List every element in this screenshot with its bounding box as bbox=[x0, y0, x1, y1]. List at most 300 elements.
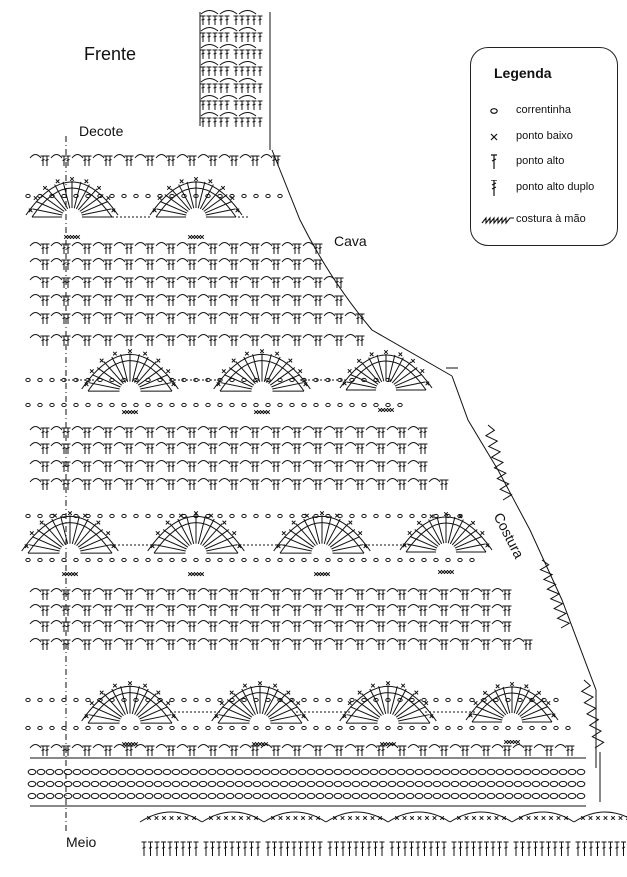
foundation-chain bbox=[163, 793, 171, 798]
stitch-mark bbox=[465, 622, 470, 632]
chain-arc bbox=[156, 155, 167, 159]
stitch-mark bbox=[219, 16, 224, 25]
stitch-mark bbox=[525, 684, 529, 688]
chain-dot bbox=[422, 514, 426, 517]
stitch-mark bbox=[402, 444, 407, 454]
stitch-mark bbox=[276, 336, 281, 346]
center-label: Meio bbox=[66, 834, 97, 850]
stitch-mark bbox=[194, 177, 198, 181]
stitch-mark bbox=[386, 681, 390, 685]
stitch-mark bbox=[272, 480, 277, 490]
stitch-mark bbox=[234, 336, 239, 346]
stitch-mark bbox=[201, 67, 206, 76]
chain-arc bbox=[177, 443, 188, 447]
chain-arc bbox=[30, 589, 41, 593]
stitch-mark bbox=[318, 590, 323, 600]
chain-arc bbox=[30, 335, 41, 339]
stitch-mark bbox=[398, 622, 403, 632]
stitch-mark bbox=[209, 428, 214, 438]
stitch-mark bbox=[251, 296, 256, 306]
chain-dot bbox=[374, 403, 378, 406]
stitch-mark bbox=[465, 606, 470, 616]
stitch-mark bbox=[246, 67, 251, 76]
foundation-chain bbox=[289, 769, 297, 774]
stitch-mark bbox=[150, 244, 155, 254]
foundation-chain bbox=[154, 793, 162, 798]
stitch-mark bbox=[507, 746, 512, 756]
stitch-mark bbox=[419, 428, 424, 438]
foundation-chain bbox=[568, 769, 576, 774]
stitch-mark bbox=[402, 462, 407, 472]
chain-arc bbox=[114, 427, 125, 431]
chain-arc bbox=[240, 745, 251, 749]
stitch-mark bbox=[258, 16, 263, 25]
chain-dot bbox=[122, 558, 126, 561]
stitch-mark bbox=[255, 296, 260, 306]
stitch-mark bbox=[157, 359, 161, 363]
chain-arc bbox=[471, 639, 482, 643]
chain-arc bbox=[282, 427, 293, 431]
chain-arc bbox=[198, 313, 209, 317]
chain-dot bbox=[230, 514, 234, 517]
stitch-mark bbox=[240, 84, 245, 93]
chain-arc bbox=[30, 277, 41, 281]
stitch-mark bbox=[293, 260, 298, 270]
chain-arc bbox=[198, 621, 209, 625]
stitch-mark bbox=[125, 260, 130, 270]
foundation-chain bbox=[514, 769, 522, 774]
stitch-mark bbox=[70, 177, 74, 181]
stitch-mark bbox=[85, 179, 89, 183]
foundation-chain bbox=[325, 781, 333, 786]
stitch-mark bbox=[465, 590, 470, 600]
stitch-mark bbox=[297, 244, 302, 254]
stitch-mark bbox=[209, 622, 214, 632]
foundation-chain bbox=[217, 793, 225, 798]
stitch-mark bbox=[297, 606, 302, 616]
chain-dot bbox=[410, 514, 414, 517]
legend-item-chain bbox=[480, 103, 616, 119]
chain-arc bbox=[282, 621, 293, 625]
stitch-mark bbox=[251, 260, 256, 270]
stitch-mark bbox=[347, 842, 352, 856]
chain-arc bbox=[135, 335, 146, 339]
stitch-mark bbox=[496, 684, 500, 688]
stitch-mark bbox=[43, 186, 47, 190]
stitch-mark bbox=[335, 296, 340, 306]
stitch-mark bbox=[234, 50, 239, 59]
foundation-chain bbox=[100, 793, 108, 798]
chain-arc bbox=[492, 605, 503, 609]
chain-dot bbox=[122, 194, 126, 197]
foundation-chain bbox=[199, 769, 207, 774]
stitch-mark bbox=[311, 842, 316, 856]
stitch-mark bbox=[230, 590, 235, 600]
chain-dot bbox=[74, 403, 78, 406]
stitch-mark bbox=[320, 511, 324, 515]
stitch-mark bbox=[225, 101, 230, 110]
stitch-mark bbox=[486, 590, 491, 600]
stitch-mark bbox=[87, 444, 92, 454]
chain-arc bbox=[72, 155, 83, 159]
foundation-chain bbox=[532, 781, 540, 786]
chain-arc bbox=[387, 479, 398, 483]
foundation-chain bbox=[298, 769, 306, 774]
stitch-mark bbox=[349, 521, 353, 525]
stitch-mark bbox=[171, 480, 176, 490]
stitch-mark bbox=[396, 842, 401, 856]
chain-arc bbox=[261, 605, 272, 609]
stitch-mark bbox=[207, 118, 212, 127]
stitch-mark bbox=[234, 296, 239, 306]
stitch-mark bbox=[45, 336, 50, 346]
foundation-chain bbox=[154, 769, 162, 774]
stitch-mark bbox=[497, 842, 502, 856]
stitch-mark bbox=[167, 278, 172, 288]
chain-dot bbox=[26, 194, 30, 197]
stitch-mark bbox=[146, 590, 151, 600]
chain-dot bbox=[242, 698, 246, 701]
chain-arc bbox=[177, 277, 188, 281]
stitch-mark bbox=[444, 590, 449, 600]
stitch-mark bbox=[251, 336, 256, 346]
stitch-mark bbox=[360, 746, 365, 756]
chain-arc bbox=[51, 313, 62, 317]
stitch-mark bbox=[297, 480, 302, 490]
stitch-mark bbox=[213, 67, 218, 76]
chain-arc bbox=[261, 335, 272, 339]
stitch-mark bbox=[243, 684, 247, 688]
chain-dot bbox=[338, 403, 342, 406]
stitch-mark bbox=[285, 842, 290, 856]
stitch-mark bbox=[125, 244, 130, 254]
chain-arc bbox=[198, 639, 209, 643]
chain-arc bbox=[220, 11, 237, 15]
fan-stitch bbox=[61, 516, 68, 544]
chain-arc bbox=[114, 155, 125, 159]
stitch-mark bbox=[251, 590, 256, 600]
stitch-mark bbox=[528, 640, 533, 650]
stitch-mark bbox=[201, 84, 206, 93]
chain-dot bbox=[338, 558, 342, 561]
stitch-mark bbox=[292, 842, 297, 856]
stitch-mark bbox=[230, 428, 235, 438]
stitch-mark bbox=[287, 691, 291, 695]
chain-arc bbox=[219, 277, 230, 281]
chain-arc bbox=[219, 259, 230, 263]
chain-dot bbox=[554, 698, 558, 701]
stitch-mark bbox=[251, 480, 256, 490]
stitch-mark bbox=[129, 590, 134, 600]
chain-arc bbox=[198, 259, 209, 263]
chain-arc bbox=[51, 461, 62, 465]
stitch-mark bbox=[297, 746, 302, 756]
stitch-mark bbox=[402, 428, 407, 438]
fan-stitch bbox=[379, 686, 386, 714]
stitch-mark bbox=[527, 842, 532, 856]
stitch-mark bbox=[390, 842, 395, 856]
stitch-mark bbox=[275, 352, 279, 356]
chain-dot bbox=[218, 403, 222, 406]
foundation-chain bbox=[244, 793, 252, 798]
chain-arc bbox=[239, 113, 256, 117]
fan-stitch bbox=[264, 354, 271, 382]
foundation-chain bbox=[226, 793, 234, 798]
chain-dot bbox=[422, 558, 426, 561]
stitch-mark bbox=[167, 606, 172, 616]
stitch-mark bbox=[314, 746, 319, 756]
chain-arc bbox=[114, 461, 125, 465]
stitch-mark bbox=[547, 701, 551, 705]
stitch-mark bbox=[87, 428, 92, 438]
stitch-mark bbox=[83, 156, 88, 166]
foundation-chain bbox=[370, 769, 378, 774]
stitch-mark bbox=[276, 428, 281, 438]
foundation-chain bbox=[577, 793, 585, 798]
stitch-mark bbox=[335, 606, 340, 616]
foundation-chain bbox=[397, 781, 405, 786]
stitch-mark bbox=[146, 156, 151, 166]
chain-arc bbox=[135, 259, 146, 263]
foundation-chain bbox=[136, 781, 144, 786]
foundation-chain bbox=[325, 793, 333, 798]
stitch-mark bbox=[213, 606, 218, 616]
stitch-mark bbox=[146, 480, 151, 490]
stitch-mark bbox=[234, 33, 239, 42]
stitch-mark bbox=[108, 606, 113, 616]
chain-arc bbox=[114, 295, 125, 299]
stitch-mark bbox=[423, 428, 428, 438]
stitch-mark bbox=[403, 842, 408, 856]
stitch-mark bbox=[83, 606, 88, 616]
chain-arc bbox=[156, 589, 167, 593]
stitch-mark bbox=[167, 640, 172, 650]
stitch-mark bbox=[240, 16, 245, 25]
stitch-mark bbox=[314, 640, 319, 650]
stitch-mark bbox=[582, 842, 587, 856]
armhole-label: Cava bbox=[334, 233, 367, 249]
chain-dot bbox=[362, 726, 366, 729]
chain-dot bbox=[146, 514, 150, 517]
legend-label: correntinha bbox=[516, 104, 572, 116]
stitch-mark bbox=[234, 590, 239, 600]
chain-arc bbox=[156, 479, 167, 483]
stitch-mark bbox=[524, 746, 529, 756]
stitch-mark bbox=[192, 314, 197, 324]
chain-arc bbox=[282, 461, 293, 465]
stitch-mark bbox=[181, 842, 186, 856]
chain-dot bbox=[254, 514, 258, 517]
stitch-mark bbox=[377, 462, 382, 472]
chain-arc bbox=[114, 589, 125, 593]
stitch-mark bbox=[83, 480, 88, 490]
chain-dot bbox=[38, 403, 42, 406]
chain-arc bbox=[93, 313, 104, 317]
chain-arc bbox=[198, 155, 209, 159]
chain-arc bbox=[429, 605, 440, 609]
stitch-mark bbox=[339, 746, 344, 756]
stitch-mark bbox=[129, 260, 134, 270]
stitch-mark bbox=[129, 640, 134, 650]
chain-arc bbox=[72, 621, 83, 625]
foundation-chain bbox=[343, 781, 351, 786]
neckline-label: Decote bbox=[79, 123, 124, 139]
stitch-mark bbox=[213, 640, 218, 650]
hand-seam-icon bbox=[480, 212, 516, 228]
foundation-chain bbox=[469, 781, 477, 786]
foundation-chain bbox=[397, 793, 405, 798]
foundation-chain bbox=[424, 793, 432, 798]
chain-arc bbox=[450, 639, 461, 643]
stitch-mark bbox=[356, 336, 361, 346]
fan-stitch bbox=[121, 354, 128, 382]
stitch-mark bbox=[461, 746, 466, 756]
stitch-mark bbox=[188, 296, 193, 306]
foundation-chain bbox=[487, 793, 495, 798]
fan-stitch bbox=[324, 516, 331, 544]
chain-dot bbox=[278, 514, 282, 517]
foundation-chain bbox=[226, 769, 234, 774]
chain-arc bbox=[408, 427, 419, 431]
chain-arc bbox=[220, 45, 237, 49]
stitch-mark bbox=[339, 480, 344, 490]
stitch-mark bbox=[219, 67, 224, 76]
chain-arc bbox=[135, 443, 146, 447]
stitch-mark bbox=[339, 314, 344, 324]
stitch-mark bbox=[108, 444, 113, 454]
stitch-mark bbox=[100, 691, 104, 695]
stitch-mark bbox=[576, 842, 581, 856]
chain-dot bbox=[26, 403, 30, 406]
stitch-mark bbox=[188, 336, 193, 346]
chain-arc bbox=[93, 155, 104, 159]
foundation-chain bbox=[397, 769, 405, 774]
stitch-mark bbox=[258, 118, 263, 127]
chain-dot bbox=[314, 403, 318, 406]
stitch-mark bbox=[272, 462, 277, 472]
chain-arc bbox=[366, 605, 377, 609]
chain-dot bbox=[350, 698, 354, 701]
chain-arc bbox=[387, 621, 398, 625]
stitch-mark bbox=[339, 640, 344, 650]
chain-arc bbox=[72, 277, 83, 281]
stitch-mark bbox=[276, 278, 281, 288]
stitch-mark bbox=[524, 640, 529, 650]
stitch-mark bbox=[108, 462, 113, 472]
chain-dot bbox=[278, 726, 282, 729]
stitch-mark bbox=[192, 462, 197, 472]
stitch-mark bbox=[234, 67, 239, 76]
stitch-mark bbox=[358, 691, 362, 695]
stitch-mark bbox=[45, 480, 50, 490]
chain-arc bbox=[261, 461, 272, 465]
chain-arc bbox=[201, 79, 218, 83]
chain-arc bbox=[135, 639, 146, 643]
foundation-chain bbox=[388, 781, 396, 786]
stitch-mark bbox=[272, 590, 277, 600]
stitch-mark bbox=[192, 622, 197, 632]
chain-arc bbox=[513, 745, 524, 749]
stitch-mark bbox=[314, 462, 319, 472]
foundation-chain bbox=[460, 781, 468, 786]
stitch-mark bbox=[318, 746, 323, 756]
chain-dot bbox=[434, 558, 438, 561]
foundation-chain bbox=[118, 793, 126, 798]
stitch-mark bbox=[419, 622, 424, 632]
chain-arc bbox=[366, 427, 377, 431]
chain-dot bbox=[326, 403, 330, 406]
stitch-mark bbox=[97, 521, 101, 525]
stitch-mark bbox=[272, 296, 277, 306]
stitch-mark bbox=[146, 336, 151, 346]
stitch-mark bbox=[157, 691, 161, 695]
chain-arc bbox=[240, 479, 251, 483]
stitch-mark bbox=[167, 336, 172, 346]
chain-arc bbox=[177, 479, 188, 483]
stitch-mark bbox=[471, 521, 475, 525]
chain-arc bbox=[177, 639, 188, 643]
chain-dot bbox=[170, 514, 174, 517]
stitch-mark bbox=[402, 746, 407, 756]
stitch-mark bbox=[503, 640, 508, 650]
stitch-mark bbox=[41, 640, 46, 650]
stitch-mark bbox=[83, 260, 88, 270]
stitch-mark bbox=[201, 101, 206, 110]
stitch-mark bbox=[83, 640, 88, 650]
stitch-mark bbox=[461, 590, 466, 600]
stitch-mark bbox=[129, 480, 134, 490]
chain-arc bbox=[220, 113, 237, 117]
stitch-mark bbox=[87, 260, 92, 270]
foundation-chain bbox=[523, 769, 531, 774]
stitch-mark bbox=[422, 842, 427, 856]
foundation-chain bbox=[469, 769, 477, 774]
stitch-mark bbox=[129, 622, 134, 632]
stitch-mark bbox=[171, 244, 176, 254]
chain-arc bbox=[387, 605, 398, 609]
chain-dot bbox=[398, 726, 402, 729]
chain-arc bbox=[30, 605, 41, 609]
stitch-mark bbox=[348, 369, 352, 373]
foundation-chain bbox=[334, 781, 342, 786]
chain-dot bbox=[50, 558, 54, 561]
foundation-chain bbox=[73, 769, 81, 774]
stitch-mark bbox=[129, 444, 134, 454]
stitch-mark bbox=[252, 118, 257, 127]
stitch-mark bbox=[356, 444, 361, 454]
foundation-chain bbox=[316, 769, 324, 774]
chain-arc bbox=[219, 479, 230, 483]
stitch-mark bbox=[483, 691, 487, 695]
stitch-mark bbox=[171, 622, 176, 632]
stitch-mark bbox=[339, 462, 344, 472]
chain-dot bbox=[302, 558, 306, 561]
stitch-mark bbox=[339, 622, 344, 632]
stitch-mark bbox=[213, 462, 218, 472]
chain-arc bbox=[156, 295, 167, 299]
stitch-mark bbox=[230, 314, 235, 324]
chain-arc bbox=[261, 313, 272, 317]
stitch-mark bbox=[258, 50, 263, 59]
foundation-chain bbox=[235, 781, 243, 786]
chain-dot bbox=[518, 698, 522, 701]
foundation-chain bbox=[262, 793, 270, 798]
stitch-mark bbox=[258, 101, 263, 110]
chain-arc bbox=[93, 443, 104, 447]
stitch-mark bbox=[335, 746, 340, 756]
stitch-mark bbox=[249, 842, 254, 856]
chain-dot bbox=[242, 194, 246, 197]
